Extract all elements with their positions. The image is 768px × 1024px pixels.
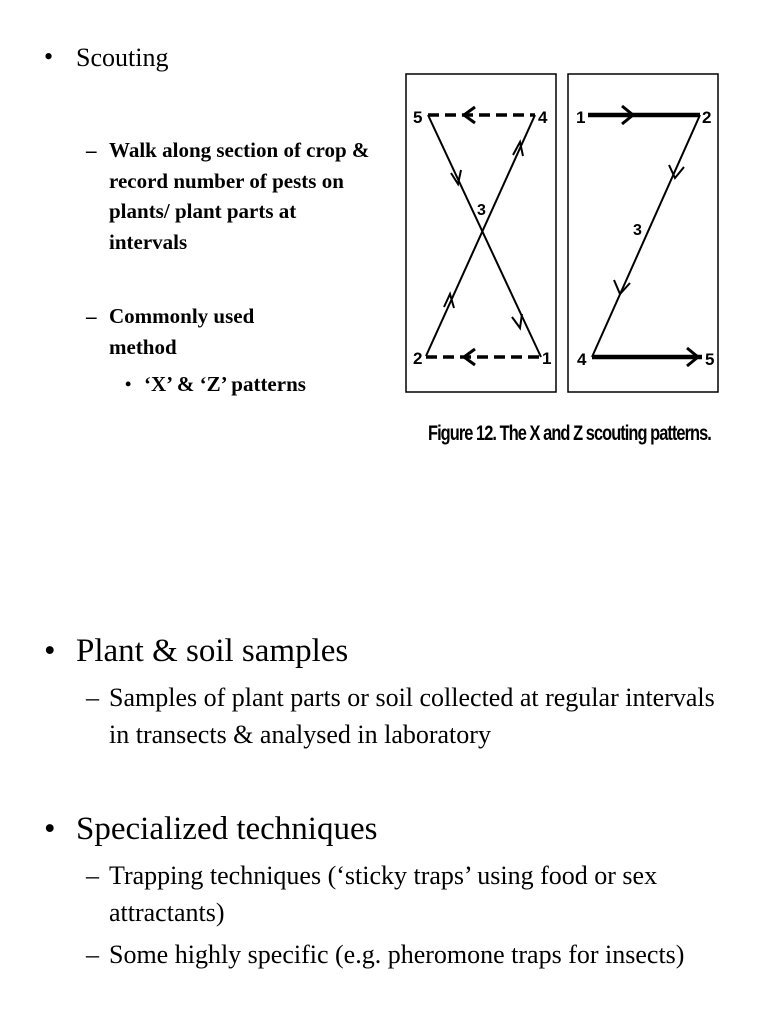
z-label-3: 3 [633,222,642,239]
z-label-4: 4 [577,350,587,369]
specialized-item-text: Trapping techniques (‘sticky traps’ using food or sex attractants) [109,861,658,927]
z-label-5: 5 [705,350,715,369]
scouting-item-text: Commonly used method [109,304,255,359]
bullet-dot: • [44,42,54,71]
x-pattern-panel [406,74,556,392]
specialized-item-text: Some highly specific (e.g. pheromone traps for insects) [109,940,685,969]
dash-mark: – [86,138,97,162]
x-z-patterns-diagram [404,70,724,400]
x-label-4: 4 [538,108,548,127]
dash-mark: – [86,861,99,890]
bullet-dot: • [44,633,56,669]
plant-soil-item-text: Samples of plant parts or soil collected at regular intervals in transects & analysed in laboratory [109,683,715,749]
z-label-1: 1 [576,108,586,127]
x-label-5: 5 [413,108,423,127]
x-label-1: 1 [542,349,552,368]
bullet-dot: • [125,374,132,394]
x-label-2: 2 [413,349,423,368]
dash-mark: – [86,940,99,969]
heading-scouting: Scouting [76,43,169,72]
heading-plant-soil: Plant & soil samples [76,633,349,669]
z-label-2: 2 [702,108,712,127]
z-pattern-panel [568,74,718,392]
dash-mark: – [86,683,99,712]
scouting-subitem-text: ‘X’ & ‘Z’ patterns [144,372,306,396]
heading-specialized: Specialized techniques [76,811,378,847]
dash-mark: – [86,304,97,328]
bullet-dot: • [44,811,56,847]
z-panel-frame [568,74,718,392]
scouting-item-text: Walk along section of crop & record number of pests on plants/ plant parts at intervals [109,138,370,254]
scouting-figure [404,70,724,450]
x-label-3: 3 [477,202,486,219]
figure-caption: Figure 12. The X and Z scouting patterns. [428,422,711,445]
